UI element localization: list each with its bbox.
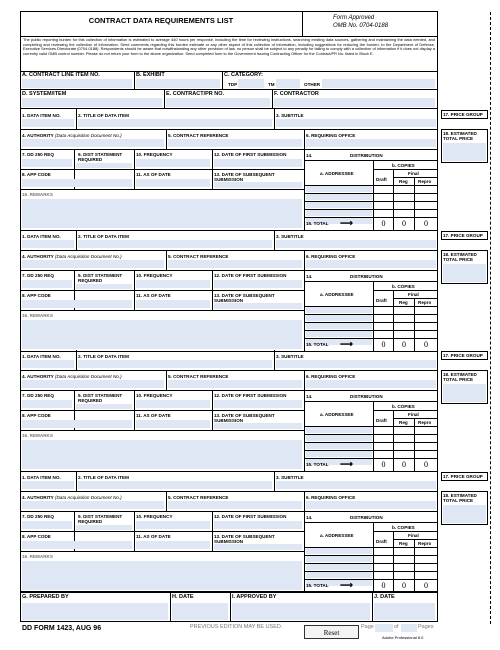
label-f: F. CONTRACTOR: [274, 91, 319, 97]
item3-input-dist-row[interactable]: [306, 427, 372, 433]
item1-label-9: 9. DIST STATEMENT REQUIRED: [78, 152, 123, 163]
item3-label-16: 16. REMARKS: [22, 433, 53, 438]
item1-input-subtitle[interactable]: [276, 119, 436, 127]
item1-label-18: 18. ESTIMATED TOTAL PRICE: [443, 131, 477, 142]
item3-label-14: 14.: [306, 394, 313, 399]
item4-label-16: 16. REMARKS: [22, 554, 53, 559]
item3-input-dist-statement[interactable]: [76, 404, 132, 409]
label-g: G. PREPARED BY: [22, 594, 69, 600]
item2-label-9: 9. DIST STATEMENT REQUIRED: [78, 273, 123, 284]
item2-line-dist: [304, 281, 438, 282]
item3-line-1: [20, 370, 438, 371]
item4-label-12: 12. DATE OF FIRST SUBMISSION: [214, 514, 287, 519]
item3-label-copies: b. COPIES: [392, 404, 415, 409]
item1-div-3: [166, 129, 167, 149]
divider-ab: [134, 71, 135, 89]
item4-line-2: [20, 511, 438, 512]
item2-label-draft: Draft: [376, 298, 387, 303]
item4-arrow-icon: ⟶: [340, 580, 353, 590]
item3-label-1: 1. DATA ITEM NO.: [22, 354, 61, 359]
item3-label-10: 10. FREQUENCY: [136, 393, 173, 398]
item1-label-reg: Reg: [399, 179, 408, 184]
item3-label-reg: Reg: [399, 420, 408, 425]
item3-input-dist-row[interactable]: [306, 435, 372, 441]
item2-line-3: [20, 290, 304, 291]
item2-label-4: 4. AUTHORITY (Data Acquisition Document No.): [22, 254, 122, 259]
label-b: B. EXHIBIT: [136, 72, 165, 78]
item3-line-final: [393, 418, 438, 419]
label-c: C. CATEGORY:: [224, 72, 264, 78]
item3-label-4: 4. AUTHORITY (Data Acquisition Document No.): [22, 374, 122, 379]
item4-label-addressee: a. ADDRESSEE: [320, 533, 354, 538]
item2-input-frequency[interactable]: [136, 280, 210, 288]
item3-input-remarks[interactable]: [22, 440, 302, 469]
adobe-version: Adobe Professional 8.0: [382, 635, 424, 640]
item4-total-draft: 0: [381, 581, 386, 590]
item4-label-11: 11. AS OF DATE: [136, 534, 171, 539]
item1-line-4: [20, 189, 304, 190]
input-exhibit[interactable]: [136, 79, 220, 88]
item4-div-4: [304, 491, 305, 511]
item3-total-draft: 0: [381, 460, 386, 469]
item3-input-as-of-date[interactable]: [136, 420, 210, 428]
reset-button[interactable]: Reset: [304, 625, 359, 639]
item4-label-copies: b. COPIES: [392, 525, 415, 530]
item4-input-dd250[interactable]: [22, 521, 72, 529]
item1-label-13: 13. DATE OF SUBSEQUENT SUBMISSION: [214, 172, 275, 183]
item1-label-10: 10. FREQUENCY: [136, 152, 173, 157]
input-system-item[interactable]: [22, 98, 162, 107]
item1-total-repro: 0: [424, 219, 428, 228]
item4-label-9: 9. DIST STATEMENT REQUIRED: [78, 514, 123, 525]
item3-label-6: 6. REQUIRING OFFICE: [306, 374, 356, 379]
item4-total-reg: 0: [402, 581, 406, 590]
pages-label: Pages: [418, 624, 434, 630]
item2-label-copies: b. COPIES: [392, 284, 415, 289]
item3-label-8: 8. APP CODE: [22, 413, 51, 418]
divider-de: [164, 89, 165, 108]
item4-label-15: 15. TOTAL: [306, 583, 329, 588]
item2-div-2: [274, 230, 275, 250]
item4-input-remarks[interactable]: [22, 561, 302, 590]
item4-label-draft: Draft: [376, 539, 387, 544]
item1-label-3: 3. SUBTITLE: [276, 113, 304, 118]
input-date-h[interactable]: [172, 603, 228, 620]
item4-input-title[interactable]: [78, 481, 272, 489]
item1-label-distribution: DISTRIBUTION: [350, 153, 383, 158]
divider-ij: [372, 591, 373, 622]
item2-input-dd250[interactable]: [22, 280, 72, 288]
item4-label-5: 5. CONTRACT REFERENCE: [168, 495, 229, 500]
item2-input-contract-ref[interactable]: [168, 260, 302, 268]
item2-total-repro: 0: [424, 340, 428, 349]
item3-div-2: [274, 350, 275, 370]
input-pages[interactable]: [401, 624, 417, 632]
item2-input-dist-row[interactable]: [306, 323, 372, 329]
right-dashed-border: [490, 12, 491, 624]
item2-label-12: 12. DATE OF FIRST SUBMISSION: [214, 273, 287, 278]
item4-label-3: 3. SUBTITLE: [276, 475, 304, 480]
item2-input-dist-statement[interactable]: [76, 284, 132, 289]
item2-total-reg: 0: [402, 340, 406, 349]
divider-gh: [170, 591, 171, 622]
input-tm[interactable]: [276, 79, 300, 88]
item3-label-repro: Repro: [418, 420, 432, 425]
item4-line-dist: [304, 522, 438, 523]
item3-input-first-submission[interactable]: [214, 400, 302, 408]
item3-block-bottom: [20, 471, 438, 472]
item3-line-2: [20, 390, 438, 391]
item3-label-15: 15. TOTAL: [306, 462, 329, 467]
item4-input-estimated-price[interactable]: [443, 505, 486, 523]
item4-input-dist-statement[interactable]: [76, 525, 132, 530]
item4-input-subtitle[interactable]: [276, 481, 436, 489]
item2-label-final: Final: [408, 292, 419, 297]
item3-label-18: 18. ESTIMATED TOTAL PRICE: [443, 372, 477, 383]
item4-input-requiring-office[interactable]: [306, 501, 436, 509]
item3-line-3: [20, 410, 304, 411]
item2-input-title[interactable]: [78, 240, 272, 248]
item4-label-2: 2. TITLE OF DATA ITEM: [78, 475, 129, 480]
item1-input-data-item-no[interactable]: [22, 119, 74, 127]
item4-input-as-of-date[interactable]: [136, 541, 210, 549]
item3-input-subtitle[interactable]: [276, 360, 436, 368]
item2-label-reg: Reg: [399, 300, 408, 305]
item2-block-bottom: [20, 351, 438, 352]
label-a: A. CONTRACT LINE ITEM NO.: [22, 72, 100, 78]
page-label: Page: [361, 624, 374, 630]
item1-label-8: 8. APP CODE: [22, 172, 51, 177]
item1-total-reg: 0: [402, 219, 406, 228]
item1-input-estimated-price[interactable]: [443, 143, 486, 161]
item1-label-copies: b. COPIES: [392, 163, 415, 168]
item4-line-4: [20, 551, 304, 552]
item4-label-18: 18. ESTIMATED TOTAL PRICE: [443, 493, 477, 504]
item1-label-7: 7. DD 250 REQ: [22, 152, 54, 157]
item1-input-contract-ref[interactable]: [168, 139, 302, 147]
item2-input-app-code[interactable]: [22, 300, 132, 308]
item3-label-9: 9. DIST STATEMENT REQUIRED: [78, 393, 123, 404]
item1-input-dist-statement[interactable]: [76, 163, 132, 168]
item1-label-15: 15. TOTAL: [306, 221, 329, 226]
item4-input-subsequent-submission[interactable]: [214, 544, 302, 550]
item3-line-dist: [304, 401, 438, 402]
item2-line-copies: [373, 290, 438, 291]
bottom-top-line: [20, 591, 438, 592]
item4-line-final: [393, 539, 438, 540]
item1-input-requiring-office[interactable]: [306, 139, 436, 147]
item4-input-dist-row[interactable]: [306, 572, 372, 578]
item1-input-dist-row[interactable]: [306, 194, 372, 200]
item1-label-addressee: a. ADDRESSEE: [320, 171, 354, 176]
item3-label-17: 17. PRICE GROUP: [443, 353, 483, 358]
item3-input-frequency[interactable]: [136, 400, 210, 408]
item2-label-15: 15. TOTAL: [306, 342, 329, 347]
item3-input-data-item-no[interactable]: [22, 360, 74, 368]
item4-label-final: Final: [408, 533, 419, 538]
item3-label-5: 5. CONTRACT REFERENCE: [168, 374, 229, 379]
item4-block-bottom: [20, 592, 438, 593]
item1-input-subsequent-submission[interactable]: [214, 182, 302, 188]
item1-line-final: [393, 177, 438, 178]
item4-input-frequency[interactable]: [136, 521, 210, 529]
item1-line-2: [20, 149, 438, 150]
item3-input-subsequent-submission[interactable]: [214, 423, 302, 429]
item1-label-17: 17. PRICE GROUP: [443, 112, 483, 117]
item2-line-4: [20, 310, 304, 311]
item2-label-distribution: DISTRIBUTION: [350, 274, 383, 279]
form-approved: Form Approved: [333, 15, 375, 21]
item1-line-1: [20, 129, 438, 130]
item2-label-3: 3. SUBTITLE: [276, 234, 304, 239]
item3-label-final: Final: [408, 412, 419, 417]
item1-line-dist: [304, 160, 438, 161]
item1-input-title[interactable]: [78, 119, 272, 127]
input-date-j[interactable]: [374, 603, 435, 620]
item4-label-14: 14.: [306, 515, 313, 520]
item3-input-title[interactable]: [78, 360, 272, 368]
item4-label-7: 7. DD 250 REQ: [22, 514, 54, 519]
row-c-bottom: [20, 89, 438, 90]
item2-label-addressee: a. ADDRESSEE: [320, 292, 354, 297]
input-other[interactable]: [322, 79, 435, 88]
input-page[interactable]: [375, 624, 393, 632]
item2-line-1: [20, 250, 438, 251]
item3-arrow-icon: ⟶: [340, 459, 353, 469]
item3-input-dd250[interactable]: [22, 400, 72, 408]
item2-input-requiring-office[interactable]: [306, 260, 436, 268]
item3-label-3: 3. SUBTITLE: [276, 354, 304, 359]
item4-label-13: 13. DATE OF SUBSEQUENT SUBMISSION: [214, 534, 275, 545]
item2-label-13: 13. DATE OF SUBSEQUENT SUBMISSION: [214, 293, 275, 304]
burden-statement: The public reporting burden for this collection of information is estimated to average 440 hours per response, including the time for reviewing instructions, searching existing data sources, gathering and maintaining the data needed, and completing and reviewing the collection of information. Send comments regarding this burden estimate or any other aspect of this collection of information, including suggestions for reducing the burden, to the Department of Defense, Executive Services Directorate (0704-0188). Respondents should be aware that notwithstanding any other provision of law, no person shall be subject to any penalty for failing to comply with a collection of information if it does not display a currently valid OMB control number. Please do not return your form to the above organization. Send completed form to the Government Issuing Contracting Officer for the Contract/PR No. listed in Block E.: [23, 37, 435, 57]
item4-label-10: 10. FREQUENCY: [136, 514, 173, 519]
item2-label-14: 14.: [306, 274, 313, 279]
item3-total-reg: 0: [402, 460, 406, 469]
item4-input-first-submission[interactable]: [214, 521, 302, 529]
item1-div-1: [76, 109, 77, 129]
item1-label-6: 6. REQUIRING OFFICE: [306, 133, 356, 138]
item1-label-16: 16. REMARKS: [22, 192, 53, 197]
item1-label-12: 12. DATE OF FIRST SUBMISSION: [214, 152, 287, 157]
item3-input-dist-row[interactable]: [306, 443, 372, 449]
form-number: DD FORM 1423, AUG 96: [22, 625, 102, 632]
item1-div-2: [274, 109, 275, 129]
label-tdp: TDP: [228, 82, 238, 87]
label-e: E. CONTRACT/PR NO.: [166, 91, 225, 97]
item2-input-remarks[interactable]: [22, 320, 302, 349]
item4-input-dist-row[interactable]: [306, 556, 372, 562]
item4-div-1: [76, 471, 77, 491]
label-i: I. APPROVED BY: [232, 594, 277, 600]
item4-label-8: 8. APP CODE: [22, 534, 51, 539]
item2-label-11: 11. AS OF DATE: [136, 293, 171, 298]
item2-input-dist-row[interactable]: [306, 307, 372, 313]
item3-div-3: [166, 370, 167, 390]
item3-total-repro: 0: [424, 460, 428, 469]
item3-input-requiring-office[interactable]: [306, 380, 436, 388]
item3-label-11: 11. AS OF DATE: [136, 413, 171, 418]
item3-label-12: 12. DATE OF FIRST SUBMISSION: [214, 393, 287, 398]
input-contract-pr[interactable]: [166, 98, 270, 107]
item3-label-13: 13. DATE OF SUBSEQUENT SUBMISSION: [214, 413, 275, 424]
item1-arrow-icon: ⟶: [340, 218, 353, 228]
item3-input-dist-row[interactable]: [306, 451, 372, 457]
item4-label-repro: Repro: [418, 541, 432, 546]
item4-input-authority[interactable]: [22, 501, 164, 509]
item1-input-dist-row[interactable]: [306, 210, 372, 216]
item1-line-3: [20, 169, 304, 170]
item1-input-dd250[interactable]: [22, 159, 72, 167]
item1-input-app-code[interactable]: [22, 179, 132, 187]
item3-div-4: [304, 370, 305, 390]
item1-label-draft: Draft: [376, 177, 387, 182]
item1-label-4: 4. AUTHORITY (Data Acquisition Document No.): [22, 133, 122, 138]
item2-div-4: [304, 250, 305, 270]
item1-label-final: Final: [408, 171, 419, 176]
item3-line-copies: [373, 410, 438, 411]
item2-line-final: [393, 298, 438, 299]
label-h: H. DATE: [172, 594, 194, 600]
item2-input-authority[interactable]: [22, 260, 164, 268]
previous-edition: PREVIOUS EDITION MAY BE USED.: [190, 624, 283, 630]
item3-label-addressee: a. ADDRESSEE: [320, 412, 354, 417]
item2-input-dist-row[interactable]: [306, 331, 372, 337]
item3-div-1: [76, 350, 77, 370]
item2-line-2: [20, 270, 438, 271]
input-approved-by[interactable]: [232, 603, 370, 620]
divider-ef: [272, 89, 273, 108]
item4-input-dist-row[interactable]: [306, 548, 372, 554]
item4-label-reg: Reg: [399, 541, 408, 546]
item4-line-copies: [373, 531, 438, 532]
label-other: OTHER: [304, 82, 321, 87]
divider-bc: [222, 71, 223, 89]
label-tm: TM: [268, 82, 275, 87]
item1-label-5: 5. CONTRACT REFERENCE: [168, 133, 229, 138]
omb-number: OMB No. 0704-0188: [333, 23, 389, 29]
item4-input-data-item-no[interactable]: [22, 481, 74, 489]
item2-input-first-submission[interactable]: [214, 280, 302, 288]
item2-label-10: 10. FREQUENCY: [136, 273, 173, 278]
item1-input-as-of-date[interactable]: [136, 179, 210, 187]
item2-label-6: 6. REQUIRING OFFICE: [306, 254, 356, 259]
item4-label-1: 1. DATA ITEM NO.: [22, 475, 61, 480]
input-prepared-by[interactable]: [22, 603, 168, 620]
item4-line-3: [20, 531, 304, 532]
item4-line-1: [20, 491, 438, 492]
item2-div-1: [76, 230, 77, 250]
item4-div-3: [166, 491, 167, 511]
item2-label-16: 16. REMARKS: [22, 313, 53, 318]
item1-line-copies: [373, 169, 438, 170]
item3-label-7: 7. DD 250 REQ: [22, 393, 54, 398]
input-tdp[interactable]: [238, 79, 264, 88]
of-label: of: [394, 624, 399, 630]
item1-input-authority[interactable]: [22, 139, 164, 147]
item1-div-4: [304, 129, 305, 149]
item1-input-remarks[interactable]: [22, 199, 302, 228]
item1-label-2: 2. TITLE OF DATA ITEM: [78, 113, 129, 118]
item2-div-3: [166, 250, 167, 270]
item3-label-draft: Draft: [376, 418, 387, 423]
item4-total-repro: 0: [424, 581, 428, 590]
divider-hi: [230, 591, 231, 622]
item3-input-contract-ref[interactable]: [168, 380, 302, 388]
item2-total-draft: 0: [381, 340, 386, 349]
item3-input-estimated-price[interactable]: [443, 384, 486, 402]
item4-label-distribution: DISTRIBUTION: [350, 515, 383, 520]
input-contract-line-item[interactable]: [22, 79, 132, 88]
item4-div-2: [274, 471, 275, 491]
item2-label-7: 7. DD 250 REQ: [22, 273, 54, 278]
item2-label-repro: Repro: [418, 300, 432, 305]
item1-input-first-submission[interactable]: [214, 159, 302, 167]
item4-label-17: 17. PRICE GROUP: [443, 474, 483, 479]
item3-label-distribution: DISTRIBUTION: [350, 394, 383, 399]
item3-input-authority[interactable]: [22, 380, 164, 388]
item2-label-1: 1. DATA ITEM NO.: [22, 234, 61, 239]
item1-label-1: 1. DATA ITEM NO.: [22, 113, 61, 118]
item1-label-14: 14.: [306, 153, 313, 158]
item3-label-2: 2. TITLE OF DATA ITEM: [78, 354, 129, 359]
item4-input-app-code[interactable]: [22, 541, 132, 549]
item2-label-17: 17. PRICE GROUP: [443, 233, 483, 238]
label-j: J. DATE: [374, 594, 395, 600]
item1-input-frequency[interactable]: [136, 159, 210, 167]
item4-input-dist-row[interactable]: [306, 564, 372, 570]
item4-label-6: 6. REQUIRING OFFICE: [306, 495, 356, 500]
item4-input-contract-ref[interactable]: [168, 501, 302, 509]
item2-input-dist-row[interactable]: [306, 315, 372, 321]
item1-input-dist-row[interactable]: [306, 186, 372, 192]
item1-block-bottom: [20, 230, 438, 231]
item2-label-5: 5. CONTRACT REFERENCE: [168, 254, 229, 259]
item1-label-repro: Repro: [418, 179, 432, 184]
header-divider: [302, 11, 303, 36]
item3-line-4: [20, 430, 304, 431]
row-f-bottom: [20, 108, 438, 109]
item1-input-dist-row[interactable]: [306, 202, 372, 208]
form-title: CONTRACT DATA REQUIREMENTS LIST: [88, 16, 234, 25]
item2-input-as-of-date[interactable]: [136, 300, 210, 308]
label-d: D. SYSTEM/ITEM: [22, 91, 67, 97]
item2-input-subtitle[interactable]: [276, 240, 436, 248]
item1-total-draft: 0: [381, 219, 386, 228]
item2-label-2: 2. TITLE OF DATA ITEM: [78, 234, 129, 239]
input-contractor[interactable]: [274, 98, 435, 107]
item2-label-18: 18. ESTIMATED TOTAL PRICE: [443, 252, 477, 263]
item2-input-data-item-no[interactable]: [22, 240, 74, 248]
item3-input-app-code[interactable]: [22, 420, 132, 428]
item4-label-4: 4. AUTHORITY (Data Acquisition Document No.): [22, 495, 122, 500]
item2-label-8: 8. APP CODE: [22, 293, 51, 298]
item2-arrow-icon: ⟶: [340, 339, 353, 349]
item2-input-subsequent-submission[interactable]: [214, 303, 302, 309]
item2-input-estimated-price[interactable]: [443, 264, 486, 282]
item1-label-11: 11. AS OF DATE: [136, 172, 171, 177]
